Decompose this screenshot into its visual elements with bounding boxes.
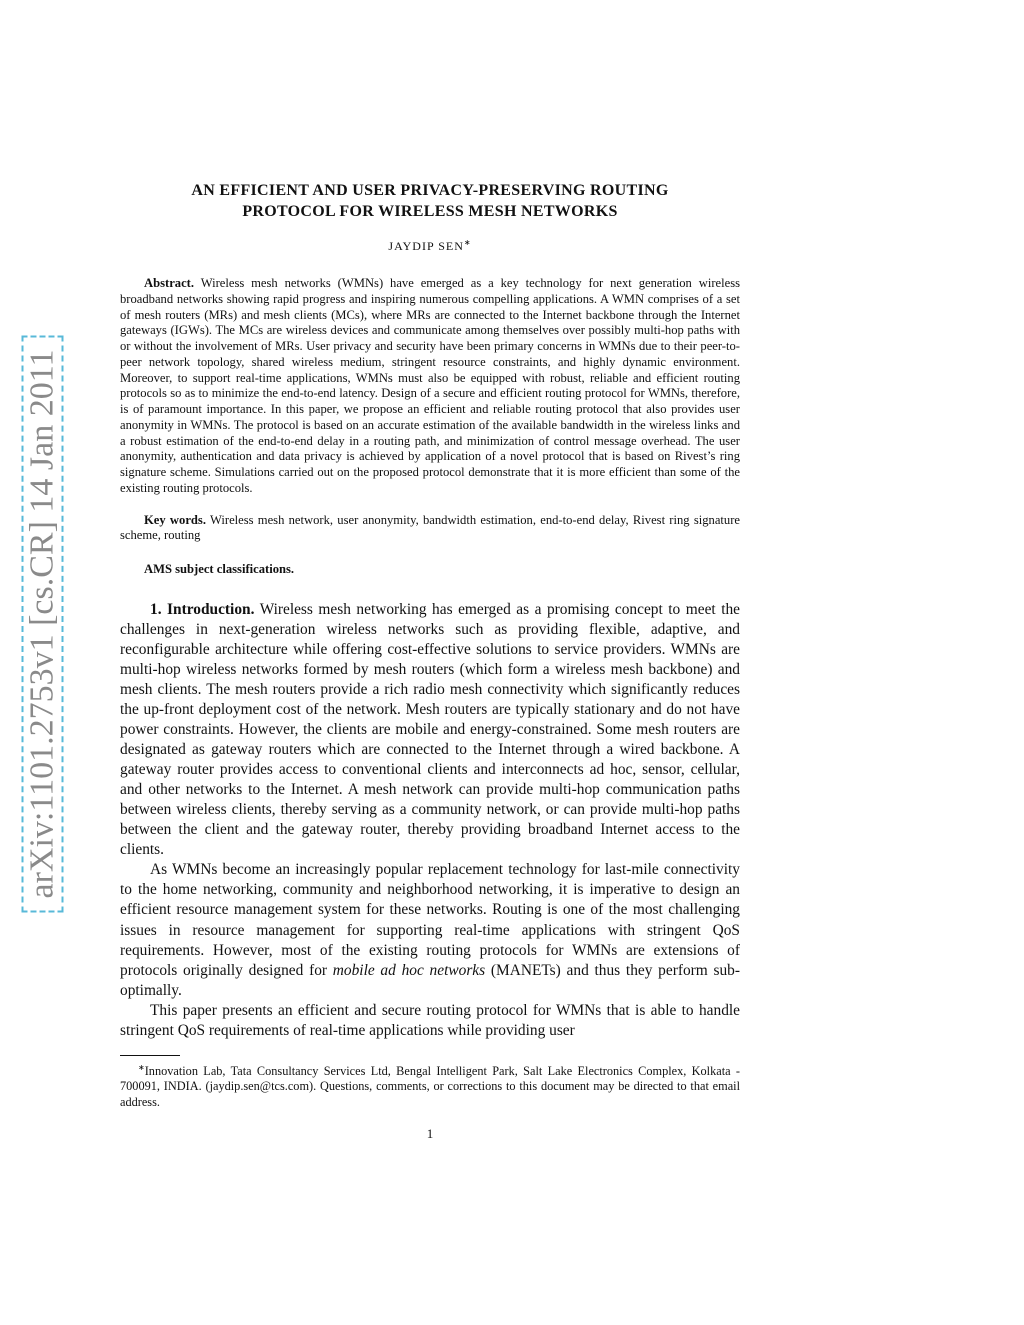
footnote <box>120 1060 740 1111</box>
intro-paragraph-1-text: Wireless mesh networking has emerged as a promising concept to meet the challenges in next-generation wireless networks such as providing flexible, adaptive, and reconfigurable architecture while offering cost-effective solutions to service providers. WMNs are multi-hop wireless networks formed by mesh routers (which form a wireless mesh backbone) and mesh clients. The mesh routers provide a rich radio mesh connectivity which significantly reduces the up-front deployment cost of the network. Mesh routers are typically stationary and do not have power constraints. However, the clients are mobile and energy-constrained. Some mesh routers are designated as gateway routers which are connected to the Internet through a wired backbone. A gateway router provides access to conventional clients and interconnects ad hoc, sensor, cellular, and other networks to the Internet. A mesh network can provide multi-hop communication paths between wireless clients, thereby serving as a community network, or can provide multi-hop paths between the client and the gateway router, thereby providing broadband Internet access to the clients. <box>120 600 740 859</box>
keywords-label: Key words. <box>144 512 206 527</box>
footnote-divider <box>120 1055 180 1056</box>
title-line-2: PROTOCOL FOR WIRELESS MESH NETWORKS <box>242 203 618 220</box>
intro-paragraph-2 <box>120 860 740 1000</box>
introduction-section <box>120 600 740 1041</box>
intro-paragraph-3: This paper presents an efficient and secure routing protocol for WMNs that is able to handle stringent QoS requirements of real-time applications while providing user <box>120 1001 740 1039</box>
footnote-text: Innovation Lab, Tata Consultancy Services Ltd, Bengal Intelligent Park, Salt Lake Electronics Complex, Kolkata - 700091, INDIA. (jaydip.sen@tcs.com). Questions, comments, or corrections to this document may be directed to that email address. <box>120 1063 740 1109</box>
intro-paragraph-1 <box>120 600 740 861</box>
footnote-mark: ∗ <box>138 1062 145 1072</box>
section-heading: 1. Introduction. <box>150 600 255 618</box>
arxiv-identifier: arXiv:1101.2753v1 [cs.CR] 14 Jan 2011 <box>21 336 63 913</box>
abstract-text: Wireless mesh networks (WMNs) have emerged as a key technology for next generation wireless broadband networks showing rapid progress and inspiring numerous compelling applications. A WMN comprises of a set of mesh routers (MRs) and mesh clients (MCs), where MRs are connected to the Internet backbone through the Internet gateways (IGWs). The MCs are wireless devices and communicate among themselves over possibly multi-hop paths with or without the involvement of MRs. User privacy and security have been primary concerns in WMNs due to their peer-to-peer network topology, shared wireless medium, stringent resource constraints, and highly dynamic environment. Moreover, to support real-time applications, WMNs must also be equipped with robust, reliable and efficient routing protocols so as to minimize the end-to-end latency. Design of a secure and efficient routing protocol for WMNs, therefore, is of paramount importance. In this paper, we propose an efficient and reliable routing protocol that also provides user anonymity in WMNs. The protocol is based on an accurate estimation of the available bandwidth in the wireless links and a robust estimation of the end-to-end delay in a routing path, and minimization of control message overhead. The user anonymity, authentication and data privacy is achieved by application of a novel protocol that is based on Rivest’s ring signature scheme. Simulations carried out on the proposed protocol demonstrate that it is more efficient than some of the existing routing protocols. <box>120 276 741 495</box>
page-number: 1 <box>426 1126 434 1142</box>
paper-title <box>120 180 740 222</box>
ams-label: AMS subject classifications. <box>144 562 295 576</box>
author-footnote-mark: ∗ <box>463 238 472 247</box>
keywords-text: Wireless mesh network, user anonymity, bandwidth estimation, end-to-end delay, Rivest ring signature scheme, routing <box>120 512 741 543</box>
title-line-1: AN EFFICIENT AND USER PRIVACY-PRESERVING ROUTING <box>191 182 669 199</box>
ams-classifications <box>120 562 740 578</box>
author-name: JAYDIP SEN <box>388 239 464 253</box>
keywords <box>120 513 740 545</box>
paper-page <box>120 180 740 1142</box>
author-line <box>120 238 740 254</box>
arxiv-stamp <box>22 340 62 908</box>
abstract <box>120 276 740 497</box>
intro-paragraph-2-text-b: (MANETs) and thus they perform sub-optimally. <box>120 961 740 999</box>
intro-paragraph-2-text-a: As WMNs become an increasingly popular replacement technology for last-mile connectivity to the home networking, community and neighborhood networking, it is imperative to design an efficient resource management system for these networks. Routing is one of the most challenging issues in resource management for supporting real-time applications with stringent QoS requirements. However, most of the existing routing protocols for WMNs are extensions of protocols originally designed for <box>120 861 740 979</box>
intro-paragraph-2-italic: mobile ad hoc networks <box>332 961 486 979</box>
abstract-label: Abstract. <box>144 276 195 290</box>
